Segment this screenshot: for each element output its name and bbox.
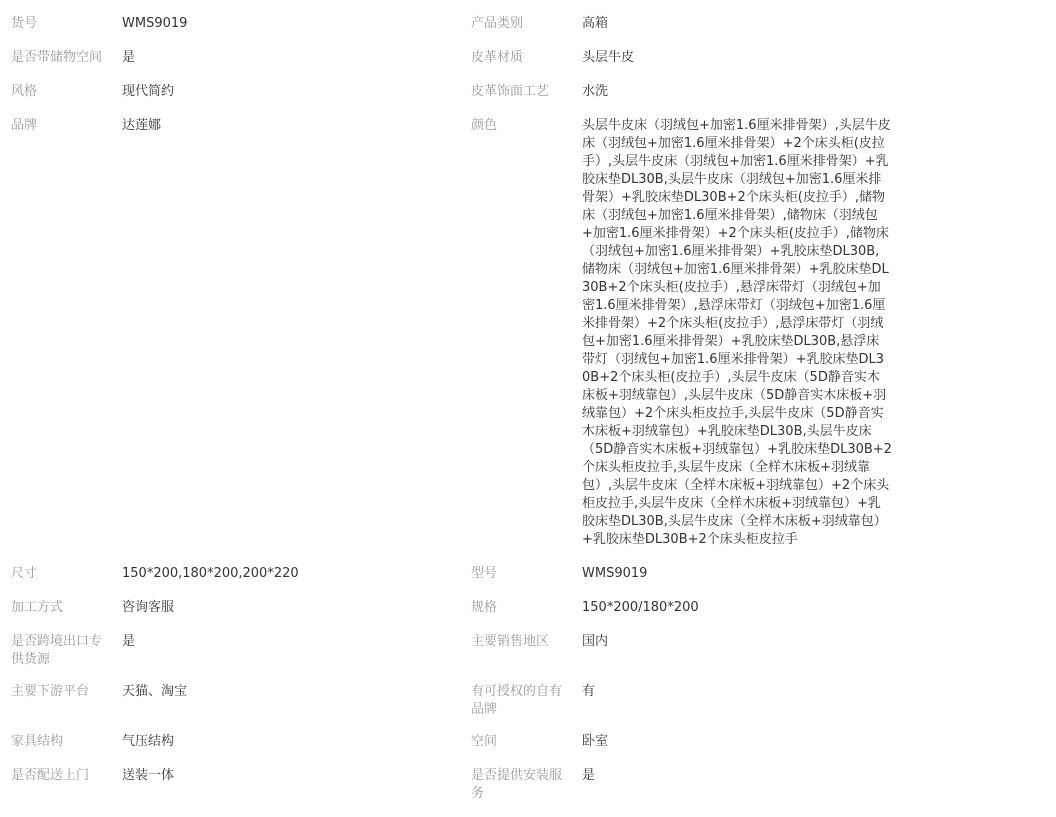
attribute-label: 品牌: [11, 118, 38, 133]
attribute-value: 天猫、淘宝: [122, 684, 188, 699]
attribute-value: 头层牛皮: [582, 50, 635, 65]
attribute-row: [0, 117, 1056, 565]
attribute-value: WMS9019: [122, 16, 188, 31]
attribute-value: 水洗: [582, 84, 609, 99]
attribute-label: 主要下游平台: [11, 684, 90, 699]
attribute-value: 150*200,180*200,200*220: [122, 566, 299, 581]
attribute-value: WMS9019: [582, 566, 648, 581]
attribute-label: 产品类别: [471, 16, 524, 31]
attribute-row: [0, 49, 1056, 83]
attribute-value: 150*200/180*200: [582, 600, 699, 615]
attribute-label: 是否带储物空间: [11, 50, 103, 65]
attribute-label: 是否提供安装服务: [471, 768, 563, 801]
attribute-label: 家具结构: [11, 734, 64, 749]
attribute-value: 气压结构: [122, 734, 175, 749]
attribute-label: 规格: [471, 600, 498, 615]
attribute-row: [0, 15, 1056, 49]
attribute-row: [0, 683, 1056, 733]
attribute-label: 颜色: [471, 118, 498, 133]
attribute-row: [0, 565, 1056, 599]
attribute-label: 主要销售地区: [471, 634, 550, 649]
attribute-label: 风格: [11, 84, 38, 99]
attribute-value: 高箱: [582, 16, 609, 31]
attribute-value: 是: [582, 768, 596, 783]
attribute-label: 有可授权的自有品牌: [471, 684, 563, 717]
attribute-value: 送装一体: [122, 768, 175, 783]
attribute-row: [0, 767, 1056, 817]
attribute-value: 达莲娜: [122, 118, 162, 133]
attribute-value: 有: [582, 684, 596, 699]
attribute-value: 国内: [582, 634, 609, 649]
attribute-label: 加工方式: [11, 600, 64, 615]
attribute-value: 是: [122, 634, 136, 649]
attribute-label: 皮革饰面工艺: [471, 84, 550, 99]
attribute-label: 空间: [471, 734, 498, 749]
attribute-label: 货号: [11, 16, 38, 31]
attribute-row: [0, 599, 1056, 633]
attribute-label: 尺寸: [11, 566, 38, 581]
attribute-value: 卧室: [582, 734, 609, 749]
attribute-row: [0, 733, 1056, 767]
attribute-label: 皮革材质: [471, 50, 524, 65]
attribute-value: 咨询客服: [122, 600, 175, 615]
attribute-label: 型号: [471, 566, 498, 581]
attribute-value: 现代简约: [122, 84, 175, 99]
color-options-value: 头层牛皮床（羽绒包+加密1.6厘米排骨架）,头层牛皮床（羽绒包+加密1.6厘米排骨架）+2个床头柜(皮拉手）,头层牛皮床（羽绒包+加密1.6厘米排骨架）+乳胶床垫DL30B,头层牛皮床（羽绒包+加密1.6厘米排骨架）+乳胶床垫DL30B+2个床头柜(皮拉手）,储物床（羽绒包+加密1.6厘米排骨架）,储物床（羽绒包+加密1.6厘米排骨架）+2个床头柜(皮拉手）,储物床（羽绒包+加密1.6厘米排骨架）+乳胶床垫DL30B,储物床（羽绒包+加密1.6厘米排骨架）+乳胶床垫DL30B+2个床头柜(皮拉手）,悬浮床带灯（羽绒包+加密1.6厘米排骨架）,悬浮床带灯（羽绒包+加密1.6厘米排骨架）+2个床头柜(皮拉手）,悬浮床带灯（羽绒包+加密1.6厘米排骨架）+乳胶床垫DL30B,悬浮床带灯（羽绒包+加密1.6厘米排骨架）+乳胶床垫DL30B+2个床头柜(皮拉手）,头层牛皮床（5D静音实木床板+羽绒靠包）,头层牛皮床（5D静音实木床板+羽绒靠包）+2个床头柜皮拉手,头层牛皮床（5D静音实木床板+羽绒靠包）+乳胶床垫DL30B,头层牛皮床（5D静音实木床板+羽绒靠包）+乳胶床垫DL30B+2个床头柜皮拉手,头层牛皮床（全样木床板+羽绒靠包）,头层牛皮床（全样木床板+羽绒靠包）+2个床头柜皮拉手,头层牛皮床（全样木床板+羽绒靠包）+乳胶床垫DL30B,头层牛皮床（全样木床板+羽绒靠包）+乳胶床垫DL30B+2个床头柜皮拉手: [582, 118, 892, 547]
attribute-label: 是否跨境出口专供货源: [11, 634, 103, 667]
attribute-row: [0, 633, 1056, 683]
attribute-row: [0, 83, 1056, 117]
attribute-value: 是: [122, 50, 136, 65]
attribute-label: 是否配送上门: [11, 768, 90, 783]
